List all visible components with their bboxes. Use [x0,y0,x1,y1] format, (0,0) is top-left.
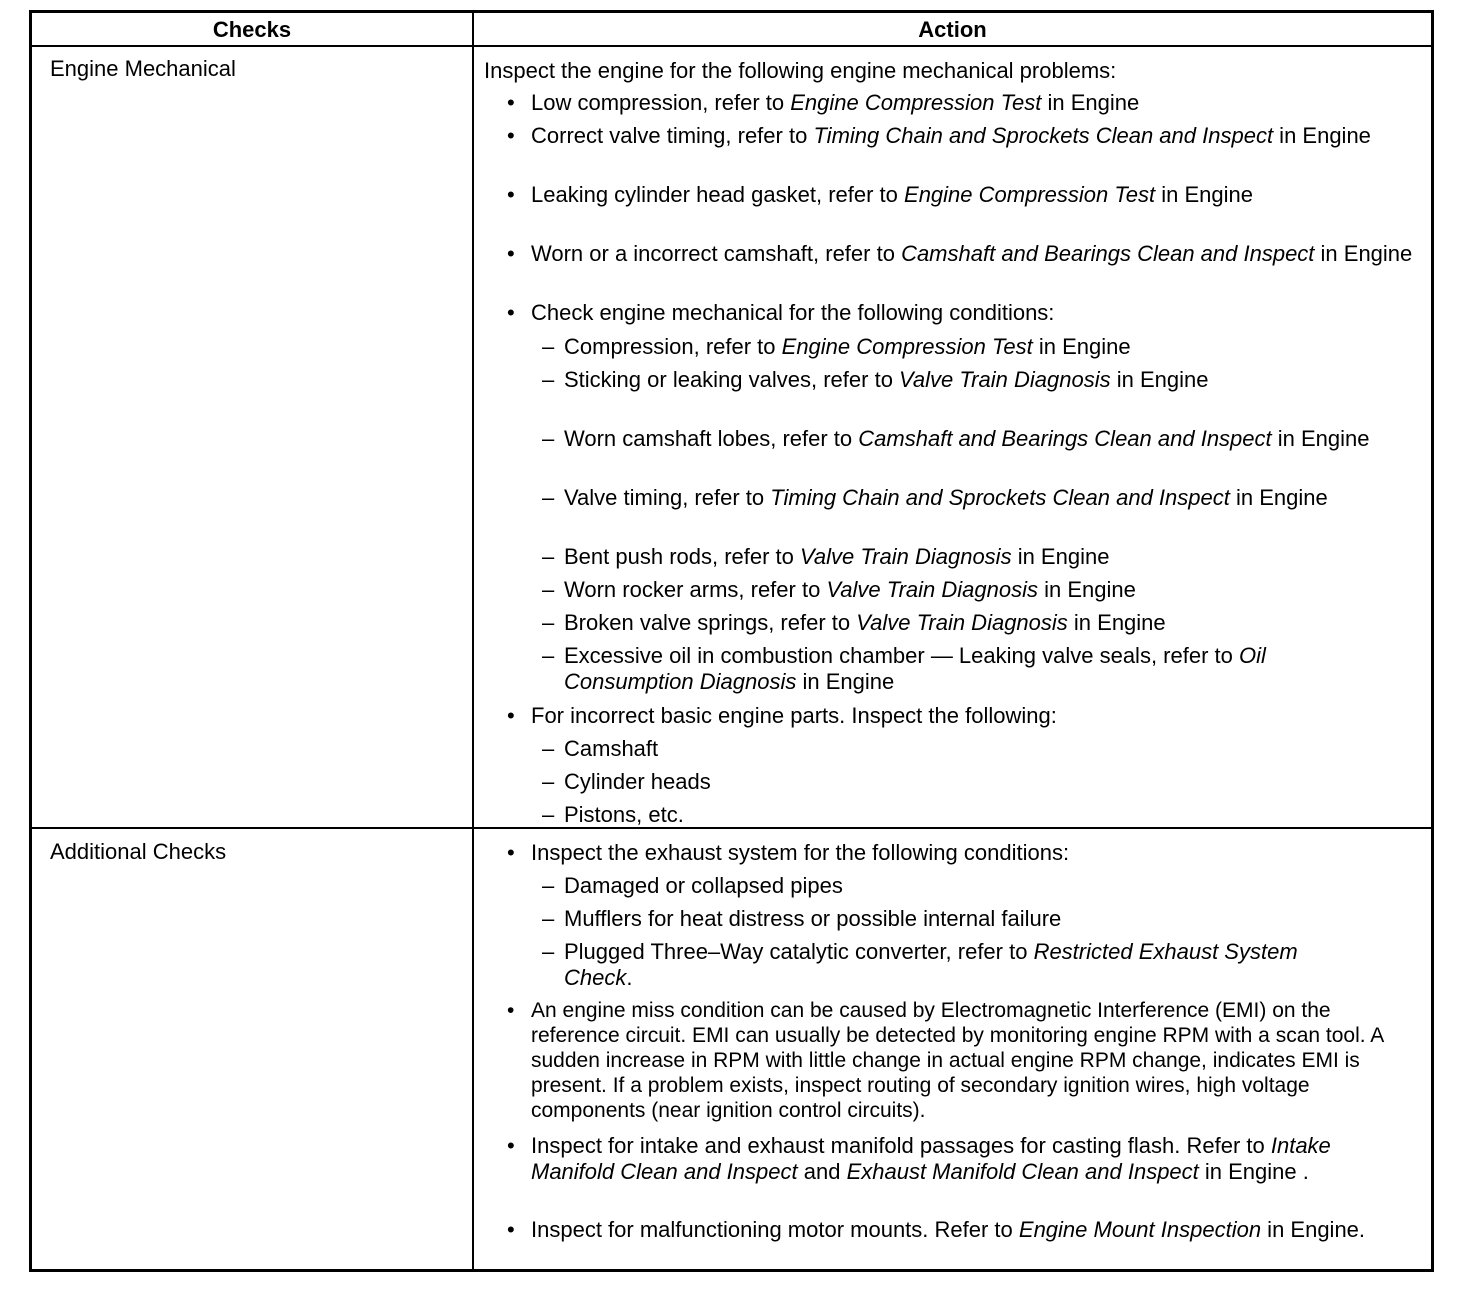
sub-list-item: – Valve timing, refer to Timing Chain and Sprockets Clean and Inspect in Engine [564,485,1364,511]
sub-list-item: – Plugged Three–Way catalytic converter, refer to Restricted Exhaust System Check. [564,939,1324,991]
list-item: • Correct valve timing, refer to Timing Chain and Sprockets Clean and Inspect in Engine [531,123,1426,149]
list-item: • Inspect the exhaust system for the following conditions: [531,840,1421,866]
list-item: • Worn or a incorrect camshaft, refer to Camshaft and Bearings Clean and Inspect in Engine [531,241,1431,267]
column-divider [472,13,474,1269]
sub-list-item: – Worn rocker arms, refer to Valve Train Diagnosis in Engine [564,577,1424,603]
check-additional-checks: Additional Checks [50,839,227,864]
list-item: • Leaking cylinder head gasket, refer to Engine Compression Test in Engine [531,182,1421,208]
sub-list-item: – Bent push rods, refer to Valve Train Diagnosis in Engine [564,544,1424,570]
header-action: Action [918,17,987,42]
sub-list-item: – Broken valve springs, refer to Valve Train Diagnosis in Engine [564,610,1424,636]
sub-list-item: – Pistons, etc. [564,802,1424,828]
check-engine-mechanical: Engine Mechanical [50,56,236,81]
sub-list-item: – Damaged or collapsed pipes [564,873,1424,899]
list-item: • An engine miss condition can be caused by Electromagnetic Interference (EMI) on the reference circuit. EMI can usually be detected by monitoring engine RPM with a scan tool. A sudden increase in RPM with little change in actual engine RPM change, indicates EMI is present. If a problem exists, inspect routing of secondary ignition wires, high voltage components (near ignition control circuits). [531,998,1421,1123]
sub-list-item: – Sticking or leaking valves, refer to Valve Train Diagnosis in Engine [564,367,1424,393]
list-item: • For incorrect basic engine parts. Inspect the following: [531,703,1421,729]
sub-list-item: – Worn camshaft lobes, refer to Camshaft and Bearings Clean and Inspect in Engine [564,426,1409,452]
sub-list-item: – Camshaft [564,736,1424,762]
list-item: • Check engine mechanical for the following conditions: [531,300,1421,326]
header-checks: Checks [212,17,292,42]
action-intro: Inspect the engine for the following engine mechanical problems: [484,58,1117,83]
sub-list-item: – Excessive oil in combustion chamber — Leaking valve seals, refer to Oil Consumption Diagnosis in Engine [564,643,1394,695]
list-item: • Inspect for intake and exhaust manifold passages for casting flash. Refer to Intake Manifold Clean and Inspect and Exhaust Manifold Clean and Inspect in Engine . [531,1133,1401,1185]
sub-list-item: – Cylinder heads [564,769,1424,795]
checks-table [29,10,1434,1272]
header-divider [32,45,1431,47]
sub-list-item: – Mufflers for heat distress or possible internal failure [564,906,1424,932]
list-item: • Inspect for malfunctioning motor mounts. Refer to Engine Mount Inspection in Engine. [531,1217,1421,1243]
sub-list-item: – Compression, refer to Engine Compression Test in Engine [564,334,1424,360]
list-item: • Low compression, refer to Engine Compression Test in Engine [531,90,1421,116]
